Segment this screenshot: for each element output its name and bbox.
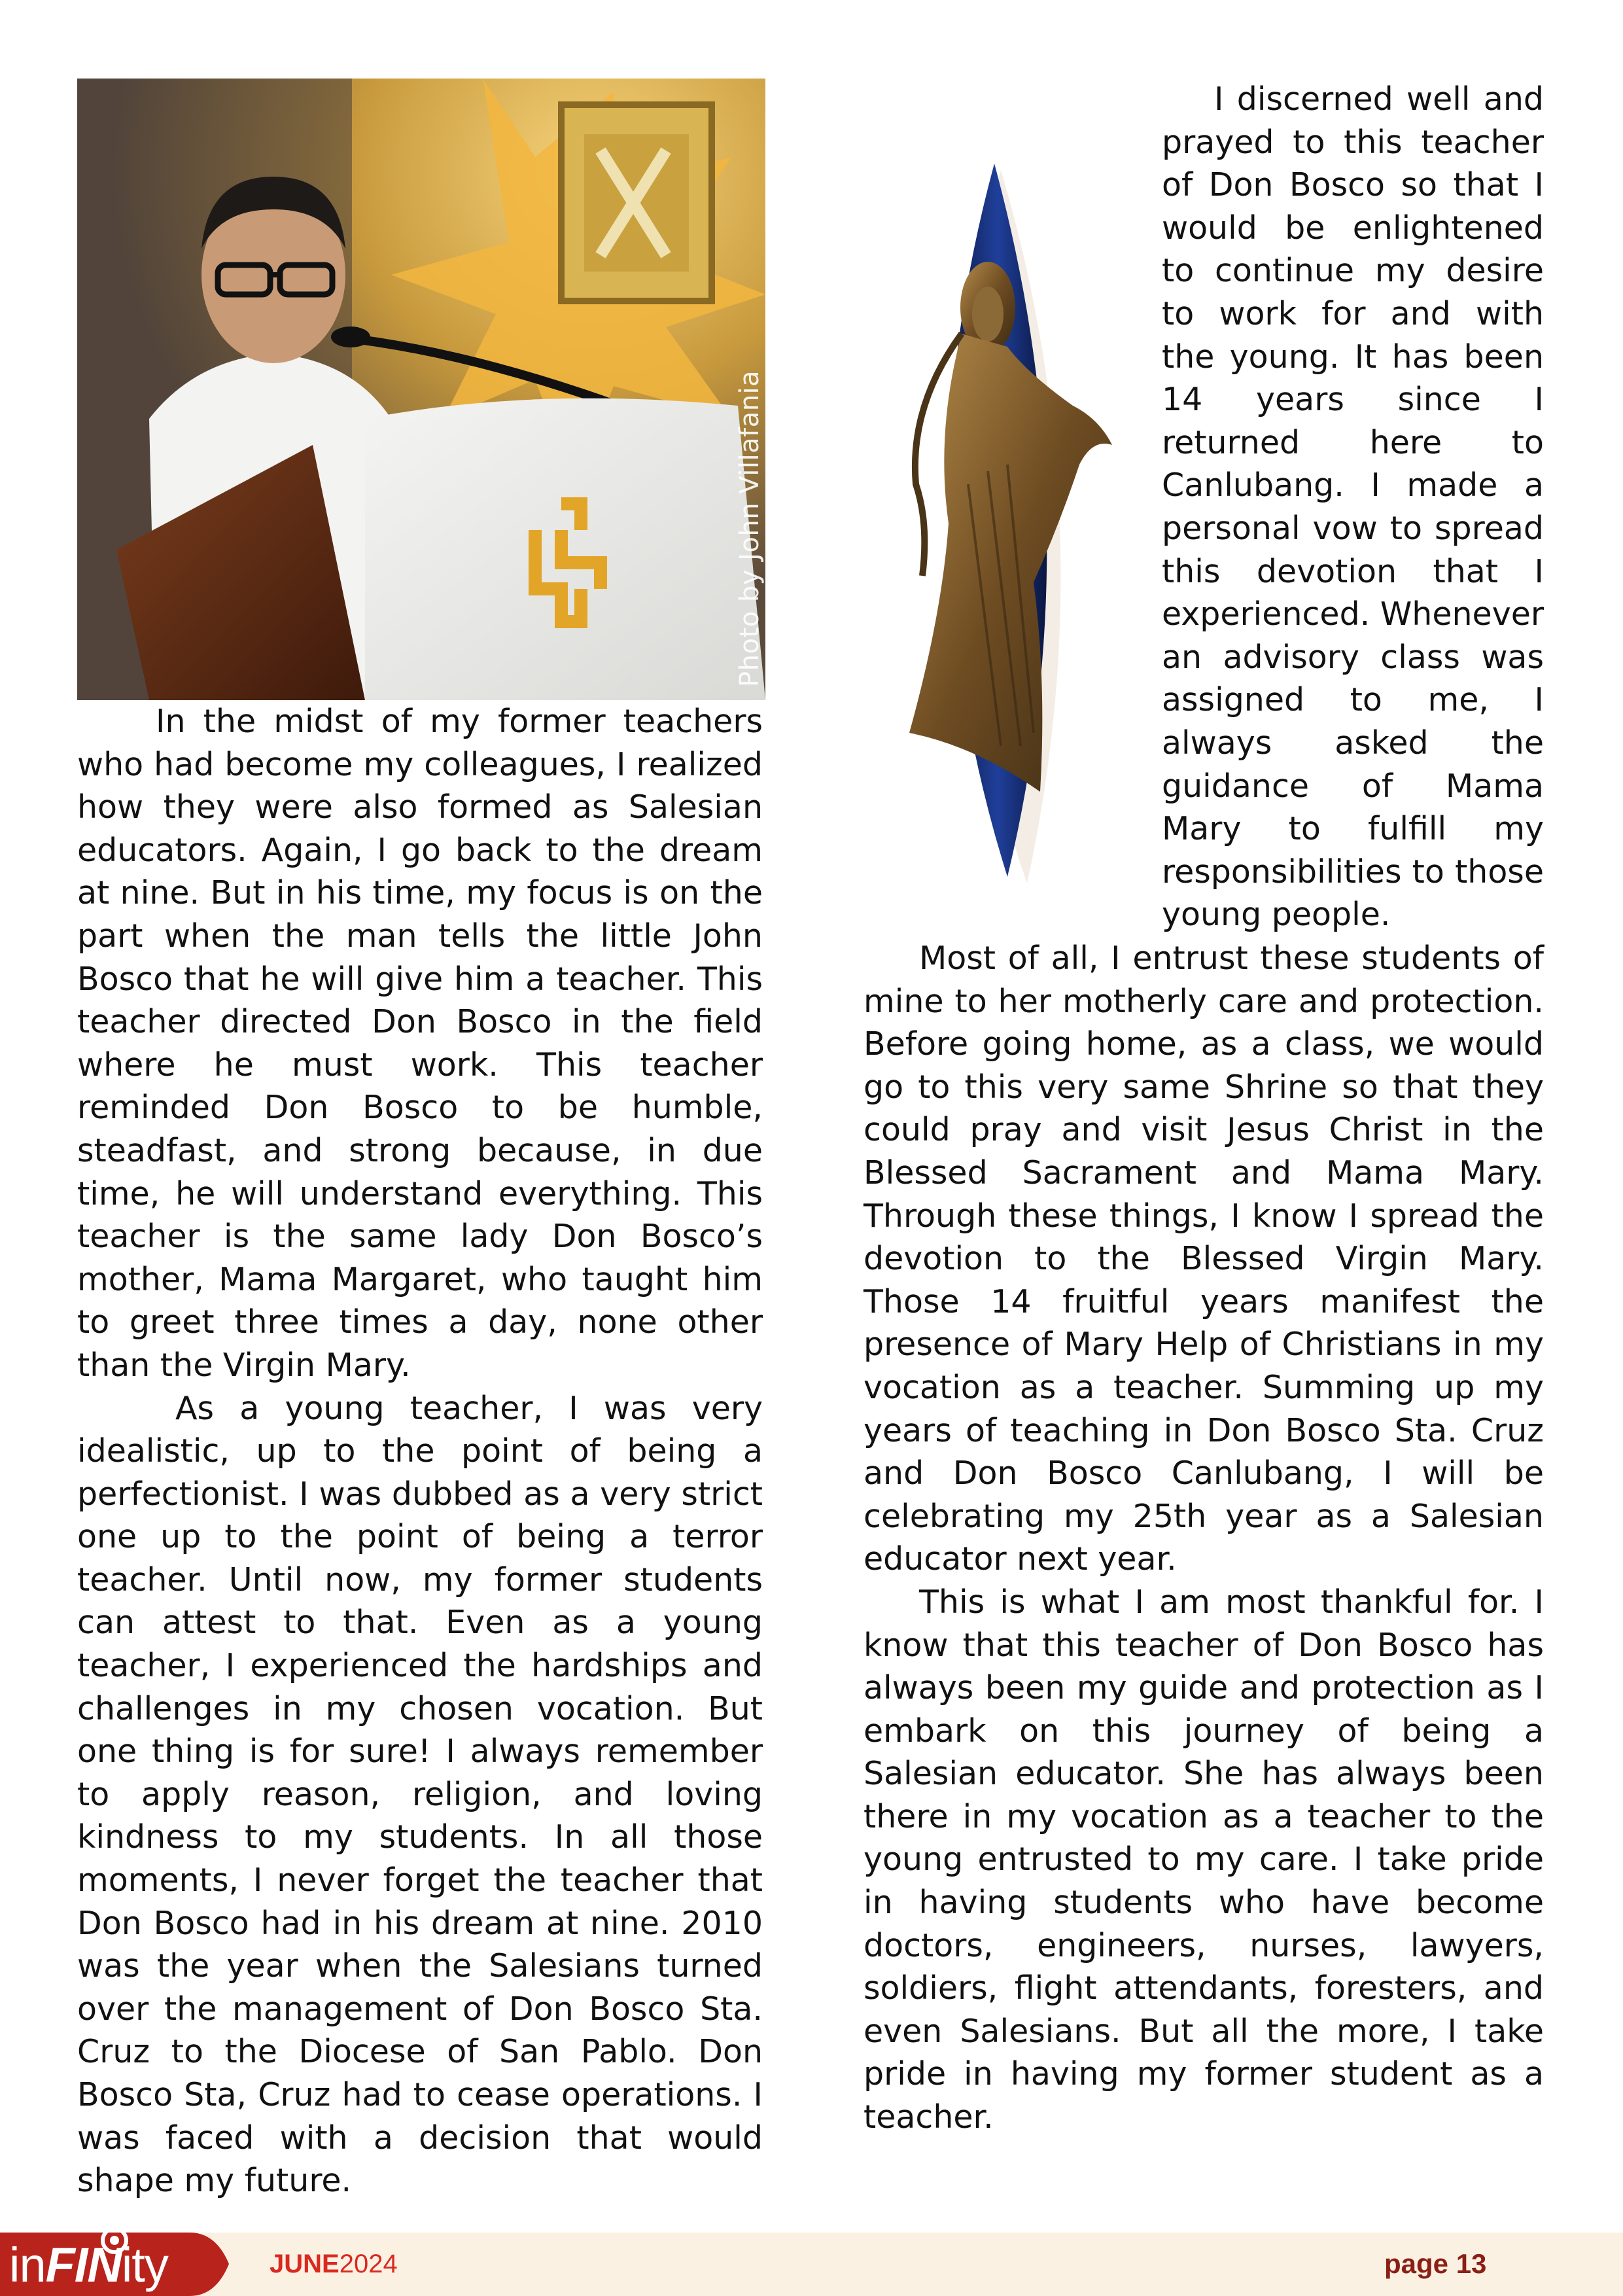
left-column xyxy=(77,700,763,2202)
statue-image xyxy=(896,157,1132,896)
logo-prefix: in xyxy=(9,2238,46,2292)
right-paragraph-1: I discerned well and prayed to this teacher of Don Bosco so that I would be enlightened to continue my desire to work for and with the young. It has been 14 years since I returned here to Canlubang. I made a personal vow to spread this devotion that I experienced. Whenever an advisory class was assigned to me, I always asked the guidance of Mama Mary to fulfill my responsibilities to those young people. xyxy=(1162,80,1544,934)
issue-date xyxy=(270,2246,398,2282)
right-column xyxy=(864,937,1544,2139)
speaker-photo xyxy=(77,79,765,700)
logo-text xyxy=(9,2239,168,2291)
left-paragraph-2: As a young teacher, I was very idealistic, up to the point of being a perfectionist. I was dubbed as a very strict one up to the point of being a terror teacher. Until now, my former students can attest to that. Even as a young teacher, I experienced the hardships and challenges in my chosen vocation. But one thing is for sure! I always remember to apply reason, religion, and loving kindness to my students. In all those moments, I never forget the teacher that Don Bosco had in his dream at nine. 2010 was the year when the Salesians turned over the management of Don Bosco Sta. Cruz to the Diocese of San Pablo. Don Bosco Sta, Cruz had to cease operations. I was faced with a decision that would shape my future. xyxy=(77,1389,763,2200)
logo-bold: FIN xyxy=(45,2238,122,2292)
issue-year: 2024 xyxy=(339,2250,398,2278)
photo-credit: Photo by John Villafania xyxy=(735,370,765,687)
right-paragraph-3: This is what I am most thankful for. I know that this teacher of Don Bosco has always been my guide and protection as I embark on this journey of being a Salesian educator. She has always been there in my vocation as a teacher to the young entrusted to my care. I take pride in having students who have become doctors, engineers, nurses, lawyers, soldiers, flight attendants, foresters, and even Salesians. But all the more, I take pride in having my former student as a teacher. xyxy=(864,1583,1544,2136)
left-paragraph-1: In the midst of my former teachers who had become my colleagues, I realized how they were also formed as Salesian educators. Again, I go back to the dream at nine. But in his time, my focus is on the part when the man tells the little John Bosco that he will give him a teacher. This teacher directed Don Bosco in the field where he must work. This teacher reminded Don Bosco to be humble, steadfast, and strong because, in due time, he will understand everything. This teacher is the same lady Don Bosco’s mother, Mama Margaret, who taught him to greet three times a day, none other than the Virgin Mary. xyxy=(77,703,763,1384)
madonna-statue-icon xyxy=(896,157,1132,896)
issue-month: JUNE xyxy=(270,2250,340,2278)
right-column-wrapped xyxy=(1162,78,1544,936)
right-paragraph-2: Most of all, I entrust these students of mine to her motherly care and protection. Before going home, as a class, we would go to this very same Shrine so that they could pray and visit Jesus Christ in the Blessed Sacrament and Mama Mary. Through these things, I know I spread the devotion to the Blessed Virgin Mary. Those 14 fruitful years manifest the presence of Mary Help of Christians in my vocation as a teacher. Summing up my years of teaching in Don Bosco Sta. Cruz and Don Bosco Canlubang, I will be celebrating my 25th year as a Salesian educator next year. xyxy=(864,940,1544,1578)
page-number: page 13 xyxy=(1384,2248,1487,2279)
logo-suffix: ity xyxy=(121,2238,168,2292)
speaker-at-lectern-photo-icon xyxy=(77,79,765,700)
footer-band xyxy=(0,2233,1623,2296)
